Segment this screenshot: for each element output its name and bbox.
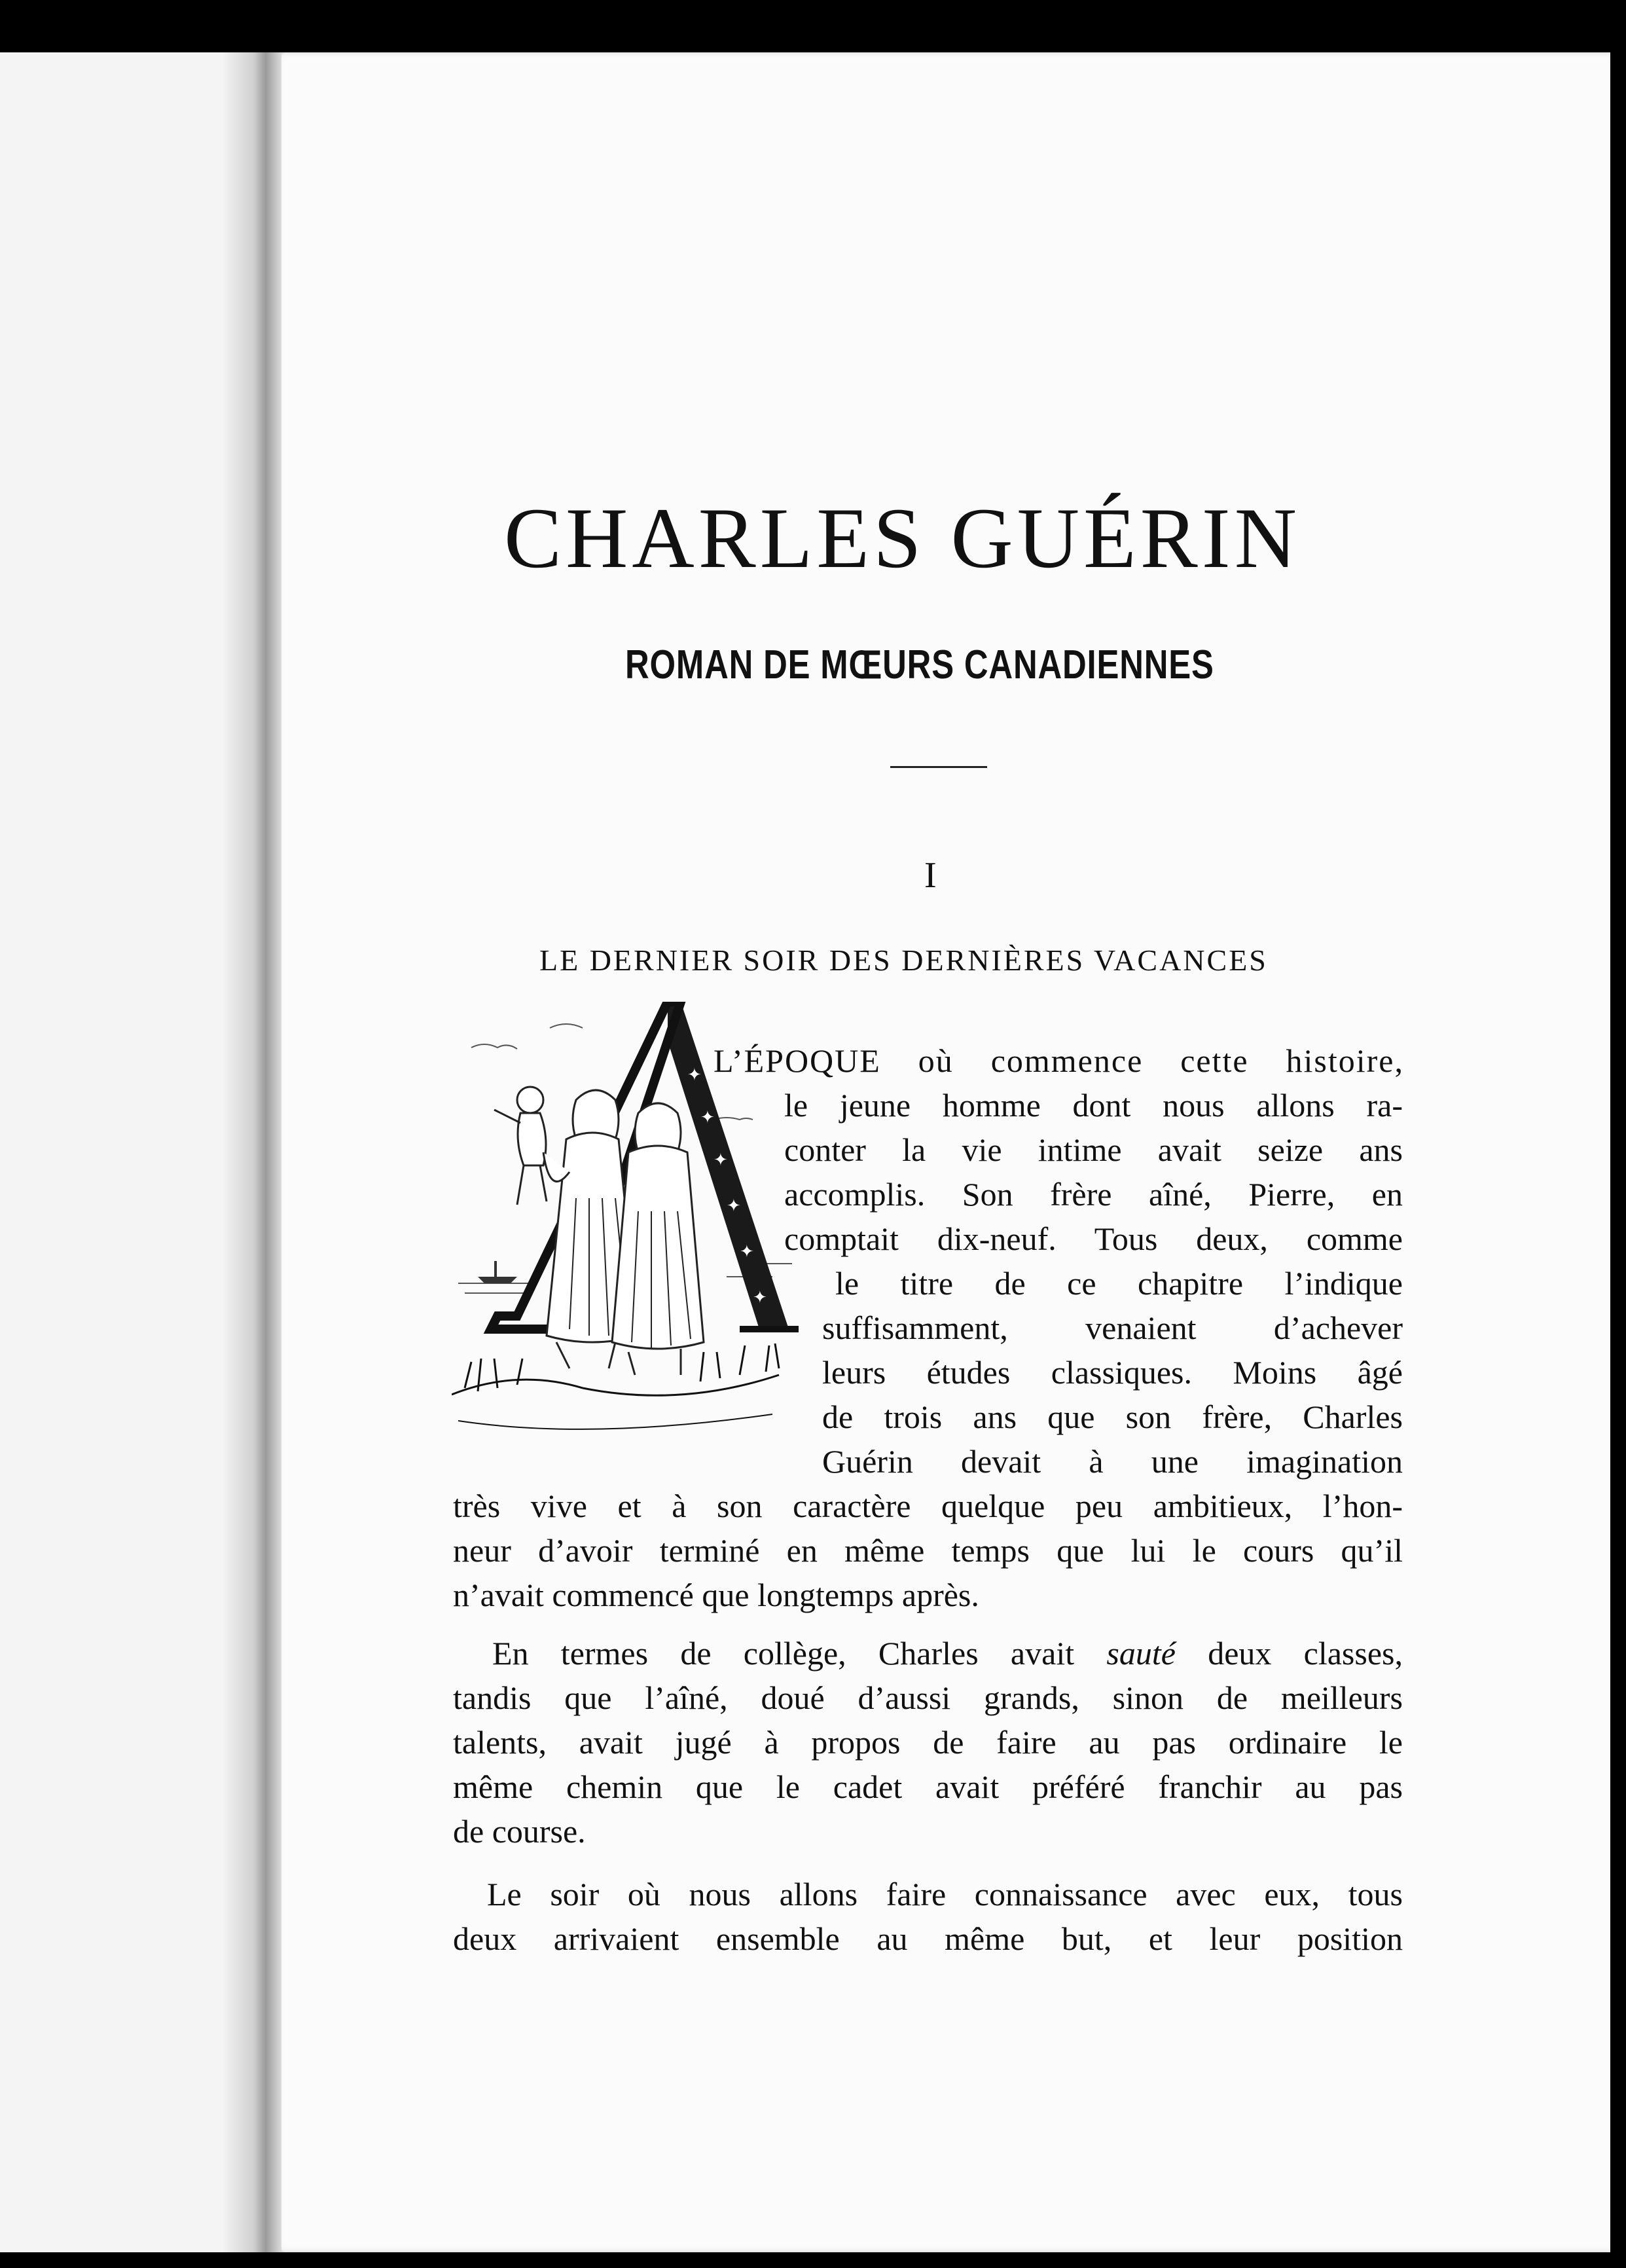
chapter-number: I — [924, 855, 937, 896]
text-line: L’ÉPOQUE où commence cette histoire, — [714, 1042, 1404, 1079]
left-page-edge — [0, 52, 236, 2252]
text-line: tandis que l’aîné, doué d’aussi grands, sinon de meilleurs — [453, 1679, 1403, 1716]
dropcap-boat — [478, 1261, 517, 1283]
text-line: le titre de ce chapitre l’indique — [835, 1265, 1403, 1302]
book-subtitle: ROMAN DE MŒURS CANADIENNES — [625, 642, 1214, 687]
title-divider-rule — [890, 766, 987, 768]
svg-text:✦: ✦ — [753, 1288, 767, 1307]
text-line: Le soir où nous allons faire connaissance avec eux, tous — [487, 1876, 1403, 1912]
text-line: talents, avait jugé à propos de faire au pas ordinaire le — [453, 1724, 1403, 1761]
dropcap-grass — [452, 1344, 779, 1429]
svg-text:✦: ✦ — [700, 1108, 715, 1127]
svg-text:✦: ✦ — [727, 1196, 741, 1215]
text-line: deux arrivaient ensemble au même but, et leur position — [453, 1920, 1403, 1957]
text-line: de trois ans que son frère, Charles — [822, 1399, 1403, 1435]
chapter-title: LE DERNIER SOIR DES DERNIÈRES VACANCES — [539, 943, 1268, 977]
dropcap-child-figure — [494, 1087, 547, 1205]
text-line: même chemin que le cadet avait préféré franchir au pas — [453, 1768, 1403, 1805]
svg-text:✦: ✦ — [740, 1242, 754, 1261]
text-line: Guérin devait à une imagination — [822, 1443, 1403, 1480]
svg-text:✦: ✦ — [714, 1150, 728, 1169]
text-line: leurs études classiques. Moins âgé — [822, 1354, 1403, 1391]
text-line: comptait dix-neuf. Tous deux, comme — [784, 1220, 1403, 1257]
text-line: accomplis. Son frère aîné, Pierre, en — [784, 1176, 1403, 1213]
dropcap-woman-right — [612, 1103, 704, 1375]
page-right-border — [1610, 0, 1626, 2268]
text-line: En termes de collège, Charles avait sauté deux classes, — [492, 1635, 1403, 1672]
text-line: de course. — [453, 1813, 586, 1850]
text-line: n’avait commencé que longtemps après. — [453, 1577, 979, 1613]
book-title: CHARLES GUÉRIN — [504, 490, 1301, 586]
text-line: neur d’avoir terminé en même temps que lui le cours qu’il — [453, 1532, 1403, 1569]
svg-text:✦: ✦ — [687, 1065, 702, 1084]
text-line: le jeune homme dont nous allons ra- — [784, 1087, 1403, 1124]
text-line: conter la vie intime avait seize ans — [784, 1131, 1403, 1168]
text-line: très vive et à son caractère quelque peu ambitieux, l’hon- — [453, 1488, 1403, 1524]
text-line: suffisamment, venaient d’achever — [822, 1309, 1403, 1346]
